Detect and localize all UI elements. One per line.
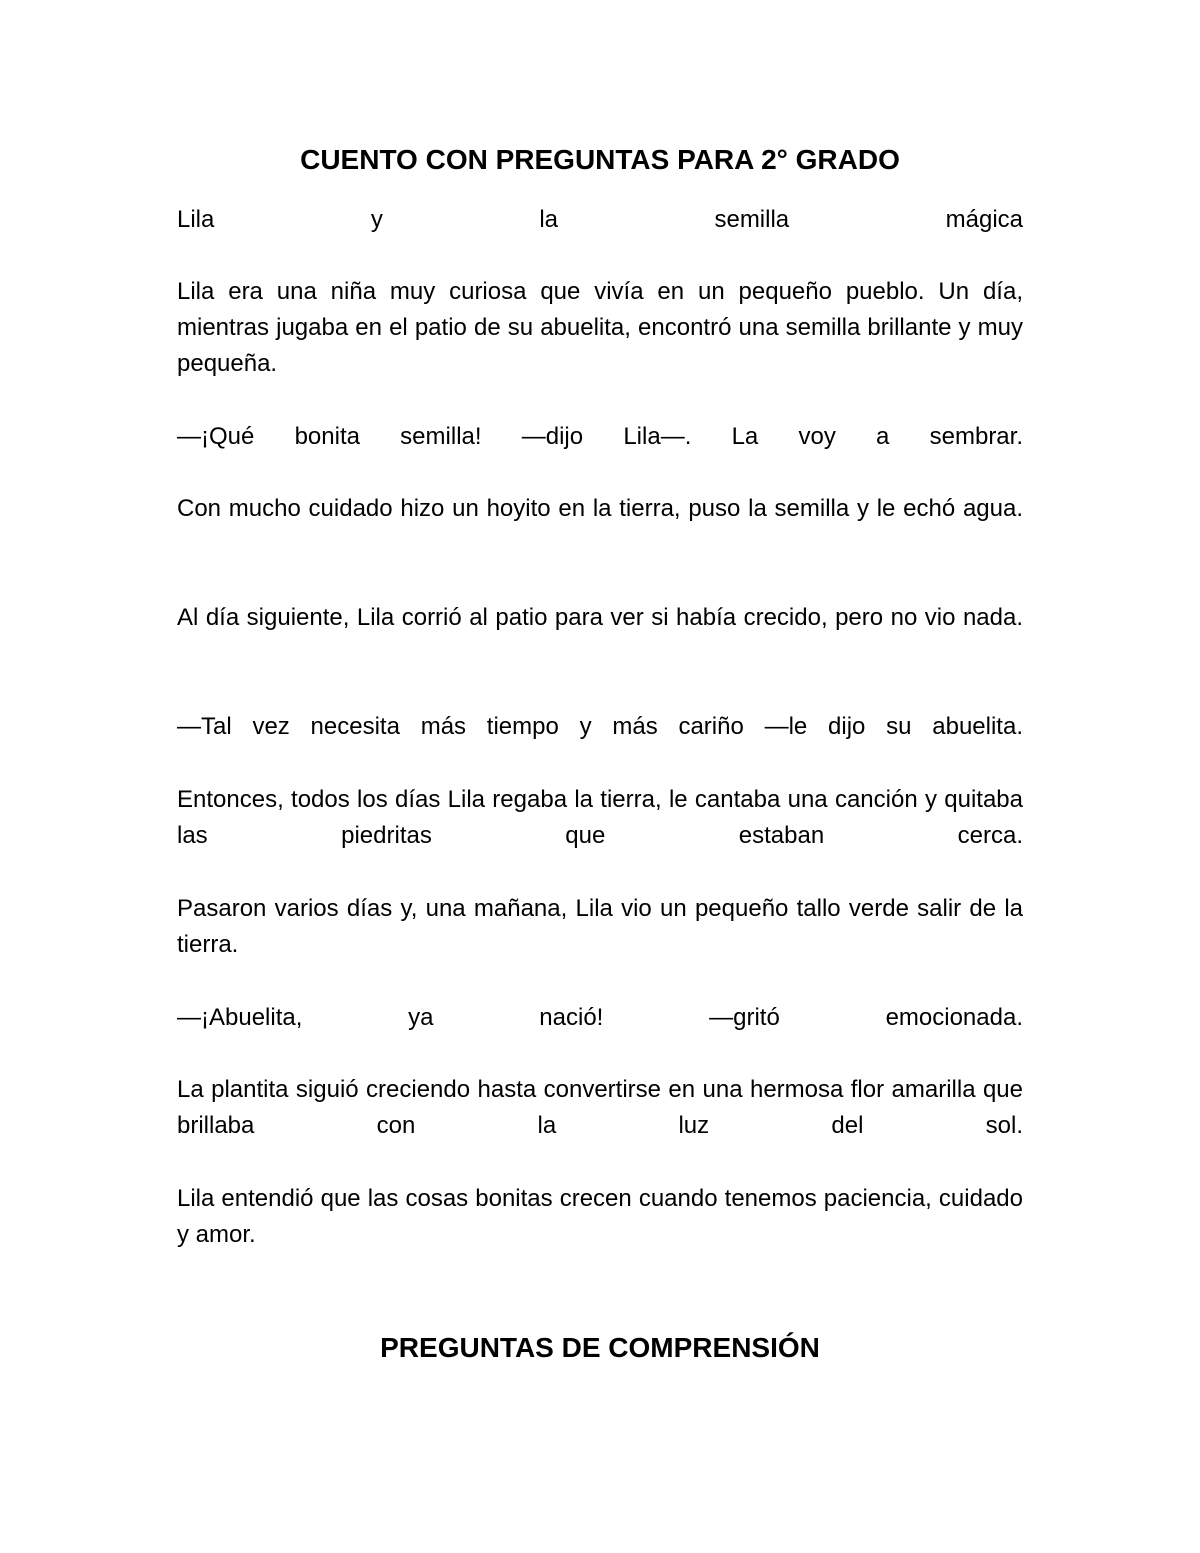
story-paragraph: Entonces, todos los días Lila regaba la tierra, le cantaba una canción y quitaba las piedritas que estaban cerca.	[177, 786, 1023, 849]
document-title: CUENTO CON PREGUNTAS PARA 2° GRADO	[300, 144, 900, 175]
questions-heading: PREGUNTAS DE COMPRENSIÓN	[380, 1332, 820, 1363]
story-paragraph: Lila era una niña muy curiosa que vivía en un pequeño pueblo. Un día, mientras jugaba en el patio de su abuelita, encontró una semilla brillante y muy pequeña.	[177, 278, 1023, 377]
story-paragraph: Pasaron varios días y, una mañana, Lila vio un pequeño tallo verde salir de la tierra.	[177, 895, 1023, 958]
story-title: Lila y la semilla mágica	[177, 206, 1023, 233]
story-paragraph: —¡Abuelita, ya nació! —gritó emocionada.	[177, 1004, 1023, 1031]
story-paragraph: —Tal vez necesita más tiempo y más cariño —le dijo su abuelita.	[177, 713, 1023, 740]
story-paragraph: —¡Qué bonita semilla! —dijo Lila—. La voy a sembrar.	[177, 423, 1023, 450]
story-paragraph: Con mucho cuidado hizo un hoyito en la tierra, puso la semilla y le echó agua.	[177, 495, 1023, 522]
story-paragraph: Al día siguiente, Lila corrió al patio para ver si había crecido, pero no vio nada.	[177, 604, 1023, 631]
story-paragraph: Lila entendió que las cosas bonitas crecen cuando tenemos paciencia, cuidado y amor.	[177, 1185, 1023, 1248]
story-paragraph: La plantita siguió creciendo hasta convertirse en una hermosa flor amarilla que brillaba con la luz del sol.	[177, 1076, 1023, 1139]
